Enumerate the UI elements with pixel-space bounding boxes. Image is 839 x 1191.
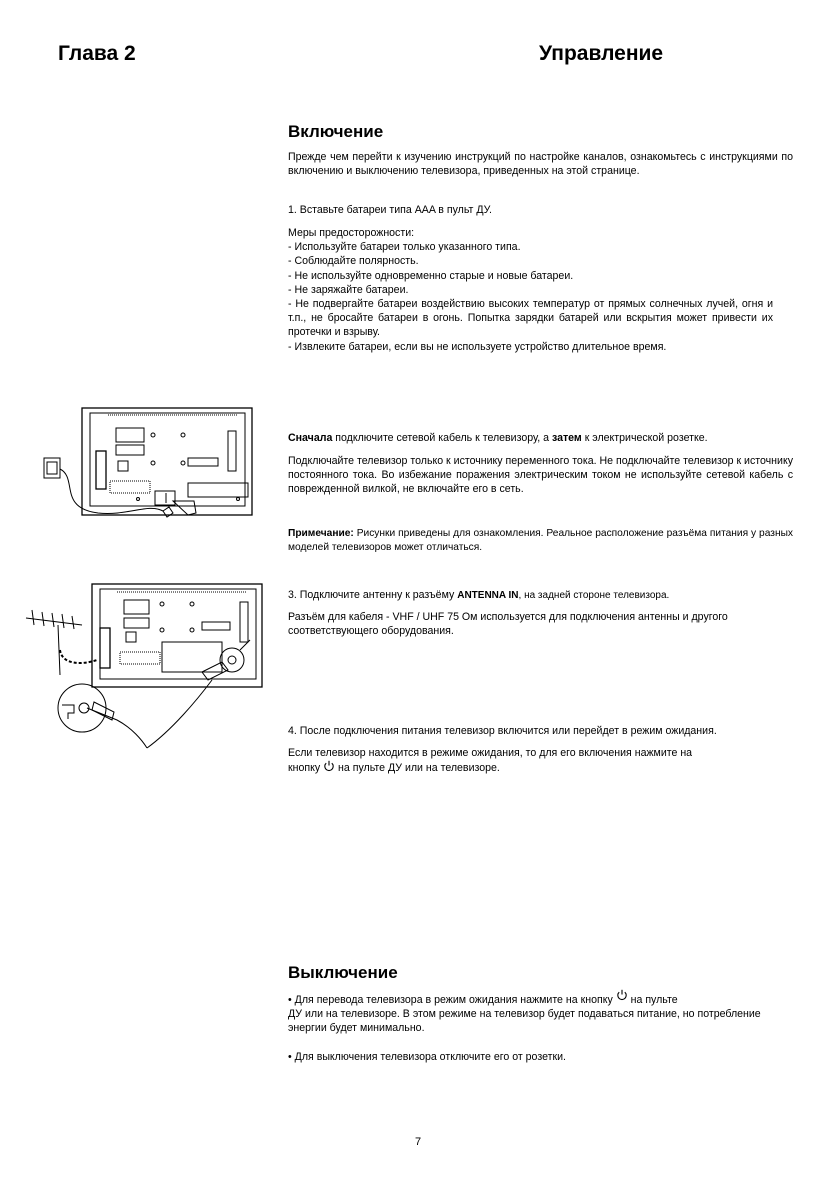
chapter-title: Управление — [539, 42, 664, 65]
precaution-item: - Соблюдайте полярность. — [288, 255, 419, 268]
step1-text: 1. Вставьте батареи типа AAA в пульт ДУ. — [288, 204, 492, 216]
cable-paragraph: Разъём для кабеля - VHF / UHF 75 Ом используется для подключения антенны и другого соответствующего оборудования. — [288, 611, 728, 638]
ac-warning-paragraph: Подключайте телевизор только к источнику переменного тока. Не подключайте телевизор к источнику постоянного тока. Во избежание поражения электрическим током не используйте сетевой кабель с поврежденной вилкой, не включайте его в сеть. — [288, 455, 793, 496]
power-off-heading: Выключение — [288, 963, 398, 982]
antenna-in-label: ANTENNA IN — [457, 590, 519, 601]
note-label: Примечание: — [288, 528, 354, 539]
power-on-heading: Включение — [288, 122, 384, 141]
note-text: Рисунки приведены для ознакомления. Реальное расположение разъёма питания у разных моделей телевизоров может отличаться. — [288, 528, 793, 554]
bullet1-text-a: • Для перевода телевизора в режим ожидания нажмите на кнопку — [288, 994, 616, 1006]
antenna-connection-illustration — [22, 580, 267, 750]
precaution-item: - Не подвергайте батареи воздействию высоких температур от прямых солнечных лучей, огня и т.п., не бросайте батареи в огонь. Попытка зарядки батарей или вскрытия может привести их протечки и взрыву. — [288, 298, 773, 339]
standby-line-2 — [288, 760, 793, 775]
bullet1-text-b: на пульте — [627, 994, 678, 1006]
step2-bold-then: затем — [551, 432, 582, 444]
precaution-item: - Не используйте одновременно старые и новые батареи. — [288, 269, 574, 282]
step3-text — [288, 588, 793, 603]
step2-bold-first: Сначала — [288, 432, 333, 444]
precaution-item: - Извлеките батареи, если вы не используете устройство длительное время. — [288, 340, 667, 353]
precaution-item: - Не заряжайте батареи. — [288, 283, 409, 296]
standby-paragraph — [288, 746, 793, 775]
bullet1-line-1 — [288, 989, 778, 1007]
step2-text-1: подключите сетевой кабель к телевизору, а — [332, 432, 552, 444]
precautions-title: Меры предосторожности: — [288, 227, 415, 239]
step3-text-2: , на задней стороне телевизора. — [518, 590, 670, 601]
note-paragraph — [288, 527, 793, 555]
step3-text-1: 3. Подключите антенну к разъёму — [288, 589, 458, 601]
intro-paragraph: Прежде чем перейти к изучению инструкций по настройке каналов, ознакомьтесь с инструкциями по включению и выключению телевизора, приведенных на этой странице. — [288, 151, 793, 178]
standby-text-a: кнопку — [288, 762, 324, 775]
power-connection-illustration — [38, 403, 263, 523]
standby-text-b: на пульте ДУ или на телевизоре. — [335, 762, 500, 775]
step4-text: 4. После подключения питания телевизор включится или перейдет в режим ожидания. — [288, 725, 717, 737]
power-off-bullet-1 — [288, 989, 778, 1036]
standby-line-1: Если телевизор находится в режиме ожидания, то для его включения нажмите на — [288, 747, 693, 759]
precaution-item: - Используйте батареи только указанного типа. — [288, 241, 521, 254]
power-off-bullet-2: • Для выключения телевизора отключите его от розетки. — [288, 1051, 566, 1063]
chapter-label: Глава 2 — [58, 42, 136, 65]
precautions-block — [288, 226, 793, 354]
power-icon — [616, 989, 628, 1001]
bullet1-line-2: ДУ или на телевизоре. В этом режиме на телевизор будет подаваться питание, но потребление энергии будет минимально. — [288, 1008, 761, 1035]
power-icon — [323, 760, 335, 772]
step2-text — [288, 431, 793, 445]
page-number: 7 — [415, 1136, 422, 1148]
step2-text-2: к электрической розетке. — [581, 432, 708, 444]
